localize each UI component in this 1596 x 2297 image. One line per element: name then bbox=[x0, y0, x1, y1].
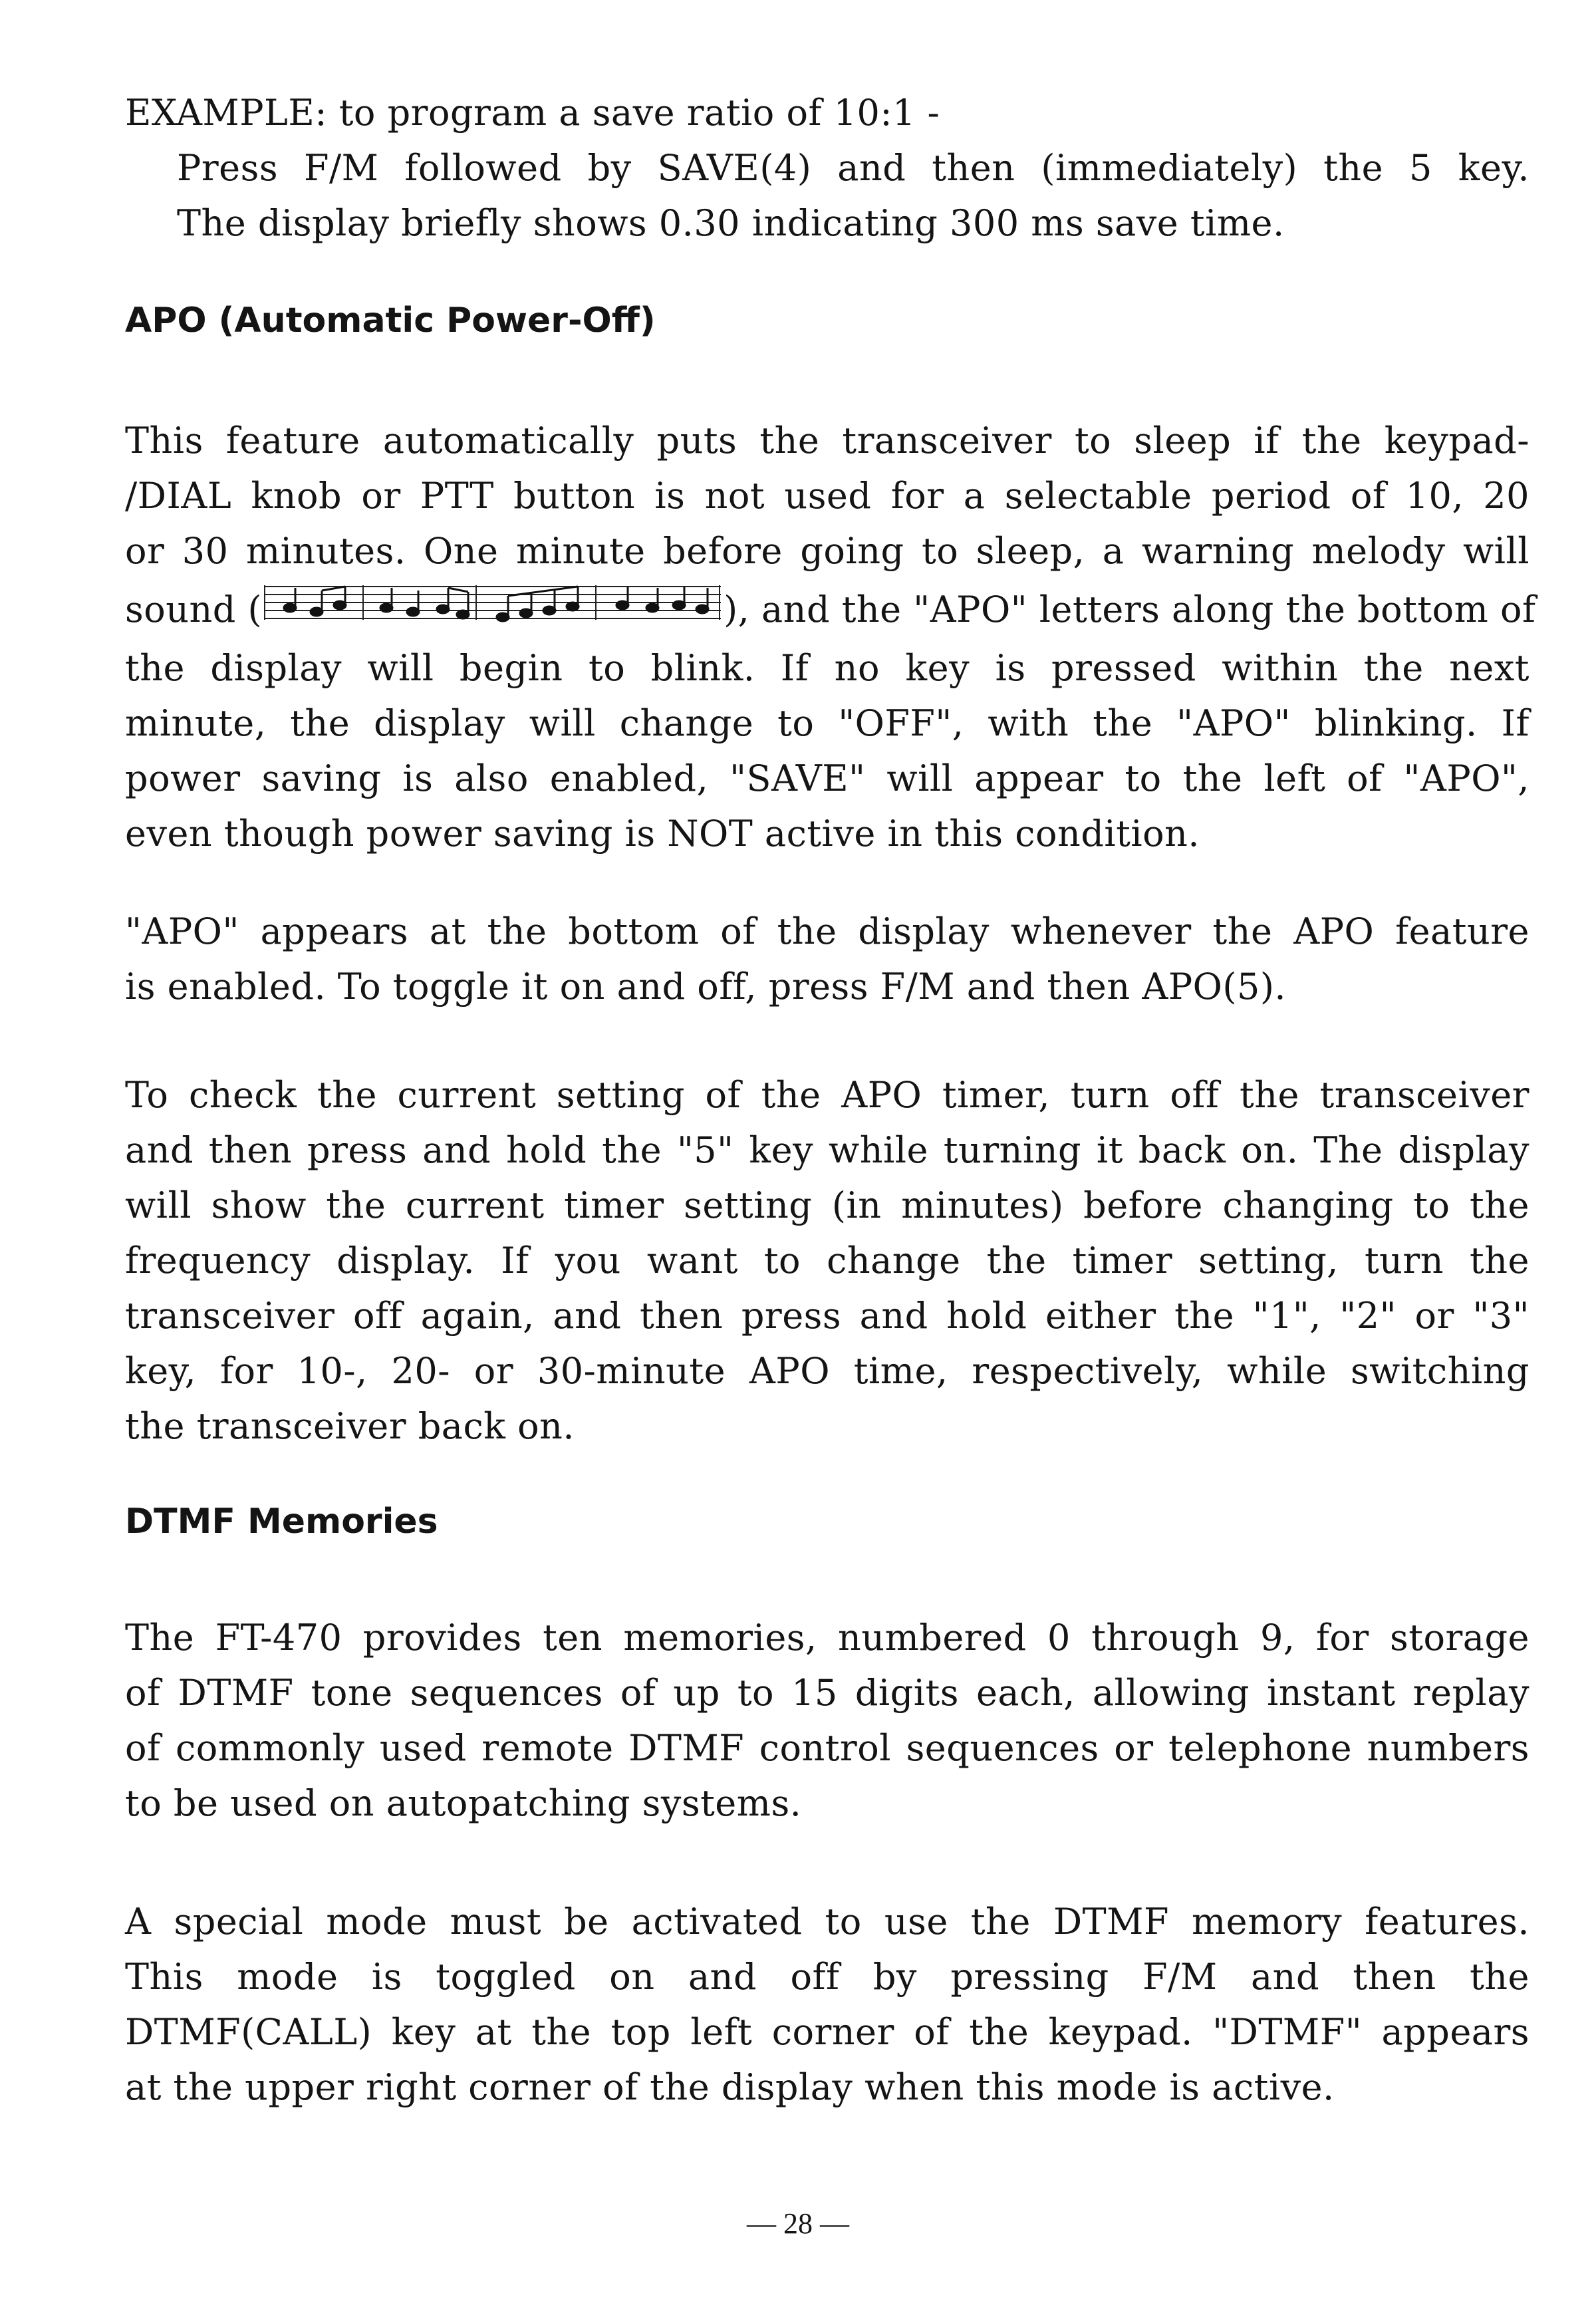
example-line-3: The display briefly shows 0.30 indicating 300 ms save time. bbox=[177, 202, 1285, 244]
apo-p1-line-1: This feature automatically puts the transceiver to sleep if the keypad- bbox=[125, 420, 1530, 462]
dtmf-heading: DTMF Memories bbox=[125, 1502, 438, 1542]
apo-p3-line-2: and then press and hold the "5" key while turning it back on. The display bbox=[125, 1129, 1530, 1171]
apo-p1-line-4-post: ), and the "APO" letters along the bottom of bbox=[724, 589, 1536, 630]
apo-p1-line-7: power saving is also enabled, "SAVE" will appear to the left of "APO", bbox=[125, 757, 1530, 799]
dtmf-paragraph-2 bbox=[125, 1894, 1530, 2115]
apo-p3-line-6: key, for 10-, 20- or 30-minute APO time, respectively, while switching bbox=[125, 1350, 1530, 1392]
apo-p1-line-4 bbox=[125, 579, 1536, 640]
dtmf-paragraph-1 bbox=[125, 1610, 1530, 1831]
apo-p1-line-5: the display will begin to blink. If no key is pressed within the next bbox=[125, 647, 1530, 689]
apo-p1-line-3: or 30 minutes. One minute before going to sleep, a warning melody will bbox=[125, 530, 1530, 572]
example-block bbox=[125, 85, 1530, 251]
page-number: — 28 — bbox=[747, 2207, 849, 2240]
warning-melody-notation-icon bbox=[263, 579, 722, 640]
apo-p1-line-8: even though power saving is NOT active in this condition. bbox=[125, 813, 1200, 855]
apo-p1-line-4-pre: sound ( bbox=[125, 589, 263, 630]
dtmf-p1-line-4: to be used on autopatching systems. bbox=[125, 1782, 802, 1824]
apo-p2-line-2: is enabled. To toggle it on and off, press F/M and then APO(5). bbox=[125, 966, 1287, 1008]
apo-paragraph-3 bbox=[125, 1067, 1530, 1454]
apo-p2-line-1: "APO" appears at the bottom of the display whenever the APO feature bbox=[125, 910, 1530, 952]
dtmf-p1-line-2: of DTMF tone sequences of up to 15 digits each, allowing instant replay bbox=[125, 1672, 1530, 1714]
apo-p3-line-5: transceiver off again, and then press and hold either the "1", "2" or "3" bbox=[125, 1295, 1530, 1337]
apo-p3-line-3: will show the current timer setting (in minutes) before changing to the bbox=[125, 1184, 1530, 1226]
apo-paragraph-2 bbox=[125, 904, 1530, 1014]
dtmf-p2-line-2: This mode is toggled on and off by pressing F/M and then the bbox=[125, 1956, 1530, 1998]
apo-p3-line-4: frequency display. If you want to change the timer setting, turn the bbox=[125, 1240, 1530, 1282]
apo-paragraph-1 bbox=[125, 413, 1536, 861]
dtmf-p1-line-1: The FT-470 provides ten memories, numbered 0 through 9, for storage bbox=[125, 1617, 1530, 1659]
dtmf-p2-line-3: DTMF(CALL) key at the top left corner of the keypad. "DTMF" appears bbox=[125, 2011, 1530, 2053]
dtmf-p2-line-1: A special mode must be activated to use the DTMF memory features. bbox=[125, 1901, 1530, 1943]
apo-p3-line-7: the transceiver back on. bbox=[125, 1405, 575, 1447]
apo-heading: APO (Automatic Power-Off) bbox=[125, 301, 656, 340]
dtmf-p2-line-4: at the upper right corner of the display when this mode is active. bbox=[125, 2066, 1335, 2108]
example-line-1: EXAMPLE: to program a save ratio of 10:1 - bbox=[125, 92, 940, 134]
apo-p1-line-2: /DIAL knob or PTT button is not used for a selectable period of 10, 20 bbox=[125, 475, 1530, 517]
dtmf-p1-line-3: of commonly used remote DTMF control sequences or telephone numbers bbox=[125, 1727, 1530, 1769]
apo-p3-line-1: To check the current setting of the APO timer, turn off the transceiver bbox=[125, 1074, 1530, 1116]
example-line-2: Press F/M followed by SAVE(4) and then (immediately) the 5 key. bbox=[177, 147, 1530, 189]
apo-p1-line-6: minute, the display will change to "OFF", with the "APO" blinking. If bbox=[125, 702, 1530, 744]
